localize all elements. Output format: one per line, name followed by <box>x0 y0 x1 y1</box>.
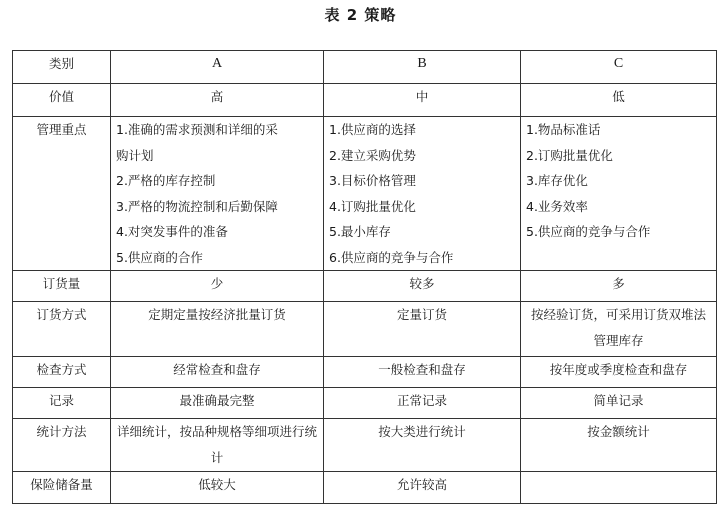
cell-order-method-c: 按经验订货，可采用订货双堆法管理库存 <box>521 302 717 357</box>
focus-a-line: 5.供应商的合作 <box>116 249 203 265</box>
row-label-order-quantity: 订货量 <box>13 271 111 302</box>
focus-c-line: 5.供应商的竞争与合作 <box>526 224 651 239</box>
cell-inspection-method-c: 按年度或季度检查和盘存 <box>521 357 717 388</box>
cell-order-quantity-a: 少 <box>111 271 324 302</box>
row-label-order-method: 订货方式 <box>13 302 111 357</box>
cell-safety-stock-c <box>521 472 717 504</box>
focus-a-line: 购计划 <box>116 147 154 163</box>
focus-b-line: 2.建立采购优势 <box>329 147 416 163</box>
table-row-statistics-method <box>13 419 717 472</box>
table-row-order-quantity <box>13 271 717 302</box>
cell-focus-b <box>324 117 521 271</box>
row-label-records: 记录 <box>13 388 111 419</box>
cell-records-c: 简单记录 <box>521 388 717 419</box>
focus-b-line: 4.订购批量优化 <box>329 198 416 214</box>
focus-a-line: 3.严格的物流控制和后勤保障 <box>116 198 278 214</box>
table-row-order-method <box>13 302 717 357</box>
table-row-records <box>13 388 717 419</box>
cell-order-method-b: 定量订货 <box>324 302 521 357</box>
column-header-b: B <box>324 51 521 84</box>
focus-c-line: 2.订购批量优化 <box>526 147 613 163</box>
cell-order-method-a: 定期定量按经济批量订货 <box>111 302 324 357</box>
cell-order-quantity-b: 较多 <box>324 271 521 302</box>
cell-order-quantity-c: 多 <box>521 271 717 302</box>
cell-value-c: 低 <box>521 84 717 117</box>
table-row-inspection-method <box>13 357 717 388</box>
table-title: 表 2 策略 <box>324 6 397 24</box>
focus-a-line: 4.对突发事件的准备 <box>116 224 228 239</box>
focus-b-line: 3.目标价格管理 <box>329 173 416 188</box>
focus-b-line: 5.最小库存 <box>329 224 391 239</box>
focus-c-line: 1.物品标准话 <box>526 122 601 137</box>
cell-value-b: 中 <box>324 84 521 117</box>
focus-c-line: 4.业务效率 <box>526 198 588 214</box>
row-label-safety-stock: 保险储备量 <box>13 472 111 504</box>
cell-focus-c <box>521 117 717 271</box>
cell-focus-a <box>111 117 324 271</box>
cell-inspection-method-a: 经常检查和盘存 <box>111 357 324 388</box>
row-label-inspection-method: 检查方式 <box>13 357 111 388</box>
cell-inspection-method-b: 一般检查和盘存 <box>324 357 521 388</box>
row-label-statistics-method: 统计方法 <box>13 419 111 472</box>
row-label-category: 类别 <box>13 51 111 84</box>
cell-statistics-method-a: 详细统计，按品种规格等细项进行统计 <box>111 419 324 472</box>
strategy-table <box>12 50 717 504</box>
column-header-c: C <box>521 51 717 84</box>
cell-safety-stock-a: 低较大 <box>111 472 324 504</box>
table-row-safety-stock <box>13 472 717 504</box>
table-row-value <box>13 84 717 117</box>
row-label-value: 价值 <box>13 84 111 117</box>
row-label-management-focus: 管理重点 <box>13 117 111 271</box>
focus-a-line: 2.严格的库存控制 <box>116 173 216 188</box>
focus-b-line: 6.供应商的竞争与合作 <box>329 249 454 265</box>
focus-c-line: 3.库存优化 <box>526 173 588 188</box>
cell-value-a: 高 <box>111 84 324 117</box>
focus-b-line: 1.供应商的选择 <box>329 122 416 137</box>
cell-safety-stock-b: 允许较高 <box>324 472 521 504</box>
table-row-header <box>13 51 717 84</box>
cell-records-b: 正常记录 <box>324 388 521 419</box>
cell-records-a: 最准确最完整 <box>111 388 324 419</box>
table-row-management-focus <box>13 117 717 271</box>
cell-statistics-method-c: 按金额统计 <box>521 419 717 472</box>
cell-statistics-method-b: 按大类进行统计 <box>324 419 521 472</box>
column-header-a: A <box>111 51 324 84</box>
focus-a-line: 1.准确的需求预测和详细的采 <box>116 122 278 137</box>
